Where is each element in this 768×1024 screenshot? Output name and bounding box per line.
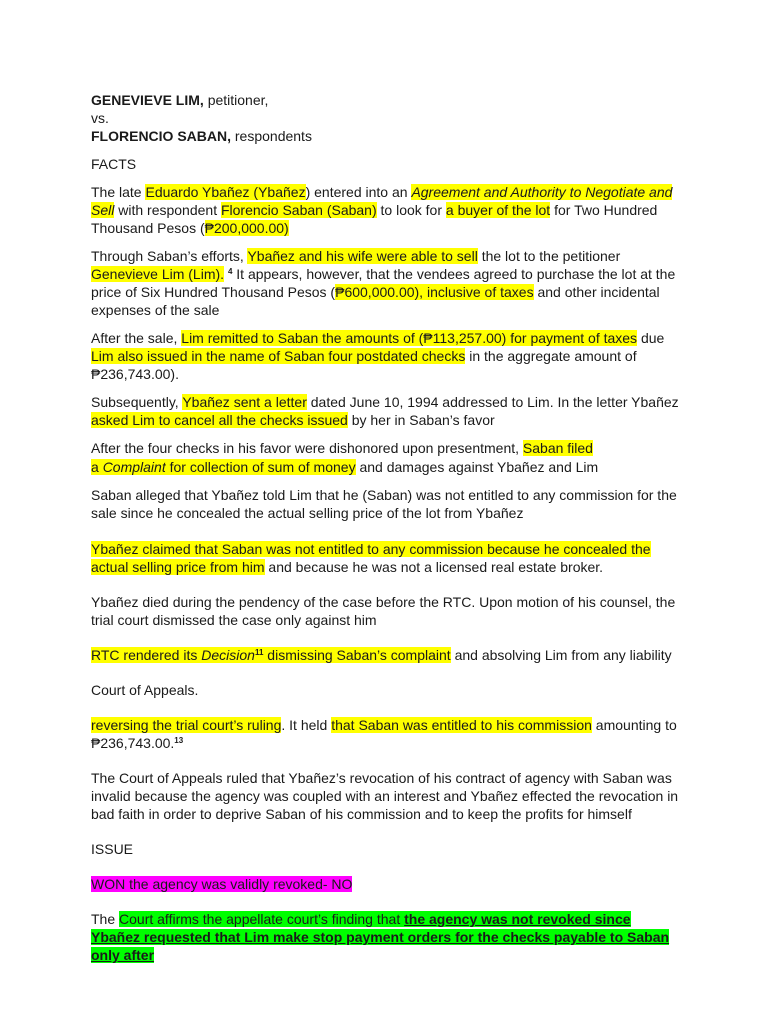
issue-highlight: WON the agency was validly revoked- NO xyxy=(91,876,353,892)
p9-highlight-1b: Decision xyxy=(201,647,255,663)
document-body xyxy=(91,91,681,964)
paragraph-11 xyxy=(91,716,681,752)
p1-highlight-3: Florencio Saban (Saban) xyxy=(220,202,377,218)
p5-text-1: After the four checks in his favor were dishonored upon presentment, xyxy=(91,440,523,456)
p5-highlight-2a: a xyxy=(91,459,103,475)
p1-text-1: The late xyxy=(91,184,146,200)
p7-highlight-1: Ybañez claimed that Saban was not entitled to any commission because he concealed the actual selling price from him xyxy=(91,541,651,575)
p9-text-1: and absolving Lim from any liability xyxy=(450,647,672,663)
issue-text xyxy=(91,875,681,893)
petitioner-name: GENEVIEVE LIM, xyxy=(91,92,204,108)
p3-text-2: due xyxy=(637,330,665,346)
p1-text-3: with respondent xyxy=(114,202,221,218)
p2-highlight-2: Genevieve Lim (Lim). xyxy=(91,266,225,282)
footnote-marker: 11 xyxy=(254,648,264,657)
p9-highlight-1a: RTC rendered its xyxy=(91,647,202,663)
p1-text-5: for Two Hundred Thousand Pesos ( xyxy=(91,202,658,236)
respondent-role: respondents xyxy=(231,128,312,144)
p5-highlight-1: Saban filed xyxy=(522,440,593,456)
issue-heading: ISSUE xyxy=(91,841,134,857)
paragraph-12: The Court of Appeals ruled that Ybañez’s revocation of his contract of agency with Saban was invalid because the agency was coupled with an interest and Ybañez effected the revocation in bad faith in order to deprive Saban of his commission and to keep the profits for himself xyxy=(91,770,679,822)
p4-text-2: dated June 10, 1994 addressed to Lim. In the letter Ybañez xyxy=(306,394,679,410)
p2-highlight-3: ₱600,000.00), inclusive of taxes xyxy=(335,284,534,300)
paragraph-4 xyxy=(91,393,681,429)
p2-text-2: the lot to the petitioner xyxy=(477,248,621,264)
p9-highlight-1c: dismissing Saban’s complaint xyxy=(263,647,451,663)
p3-highlight-2: Lim also issued in the name of Saban four postdated checks xyxy=(91,348,466,364)
paragraph-5 xyxy=(91,439,681,477)
p4-highlight-2: asked Lim to cancel all the checks issued xyxy=(91,412,348,428)
versus: vs. xyxy=(91,110,109,126)
paragraph-10: Court of Appeals. xyxy=(91,682,199,698)
footnote-marker: 4 xyxy=(227,267,233,276)
paragraph-1 xyxy=(91,183,681,237)
paragraph-3 xyxy=(91,329,681,383)
p13-highlight-1: Court affirms the appellate court’s finding that xyxy=(119,911,405,927)
respondent-name: FLORENCIO SABAN, xyxy=(91,128,231,144)
p1-text-4: to look for xyxy=(376,202,446,218)
p1-highlight-2: Agreement and Authority to Negotiate and Sell xyxy=(91,184,673,218)
paragraph-13 xyxy=(91,910,681,964)
p1-highlight-1: Eduardo Ybañez (Ybañez xyxy=(145,184,306,200)
p13-text-1: The xyxy=(91,911,120,927)
case-caption xyxy=(91,91,681,145)
paragraph-6: Saban alleged that Ybañez told Lim that he (Saban) was not entitled to any commission for the sale since he concealed the actual selling price of the lot from Ybañez xyxy=(91,487,677,521)
p5-text-2: and damages against Ybañez and Lim xyxy=(355,459,599,475)
p2-text-3: It appears, however, that the vendees agreed to purchase the lot at the price of Six Hundred Thousand Pesos ( xyxy=(91,266,676,300)
p4-text-3: by her in Saban’s favor xyxy=(347,412,495,428)
p1-highlight-5: ₱200,000.00) xyxy=(204,220,289,236)
paragraph-8: Ybañez died during the pendency of the case before the RTC. Upon motion of his counsel, the trial court dismissed the case only against him xyxy=(91,594,676,628)
p3-text-1: After the sale, xyxy=(91,330,182,346)
p4-highlight-1: Ybañez sent a letter xyxy=(182,394,307,410)
p1-text-2: ) entered into an xyxy=(305,184,412,200)
paragraph-9 xyxy=(91,646,681,664)
p4-text-1: Subsequently, xyxy=(91,394,183,410)
petitioner-role: petitioner, xyxy=(203,92,269,108)
p11-highlight-2: that Saban was entitled to his commission xyxy=(331,717,592,733)
p7-text-1: and because he was not a licensed real estate broker. xyxy=(264,559,604,575)
p11-text-2: amounting to ₱236,743.00. xyxy=(91,717,677,751)
p3-text-3: in the aggregate amount of ₱236,743.00). xyxy=(91,348,637,382)
p5-highlight-2c: for collection of sum of money xyxy=(165,459,356,475)
p1-highlight-4: a buyer of the lot xyxy=(445,202,551,218)
p11-highlight-1: reversing the trial court’s ruling xyxy=(91,717,282,733)
paragraph-7 xyxy=(91,540,681,576)
p13-highlight-2: the agency was not revoked since Ybañez requested that Lim make stop payment orders for the checks payable to Saban only after xyxy=(91,911,670,963)
p2-text-1: Through Saban’s efforts, xyxy=(91,248,248,264)
p2-text-4: and other incidental expenses of the sale xyxy=(91,284,660,318)
paragraph-2 xyxy=(91,247,681,319)
facts-heading: FACTS xyxy=(91,156,137,172)
p2-highlight-1: Ybañez and his wife were able to sell xyxy=(247,248,478,264)
p9-highlight xyxy=(91,647,451,663)
p5-highlight-2b: Complaint xyxy=(102,459,166,475)
p11-text-1: . It held xyxy=(281,717,332,733)
p3-highlight-1: Lim remitted to Saban the amounts of (₱113,257.00) for payment of taxes xyxy=(181,330,638,346)
footnote-marker: 13 xyxy=(174,736,184,745)
